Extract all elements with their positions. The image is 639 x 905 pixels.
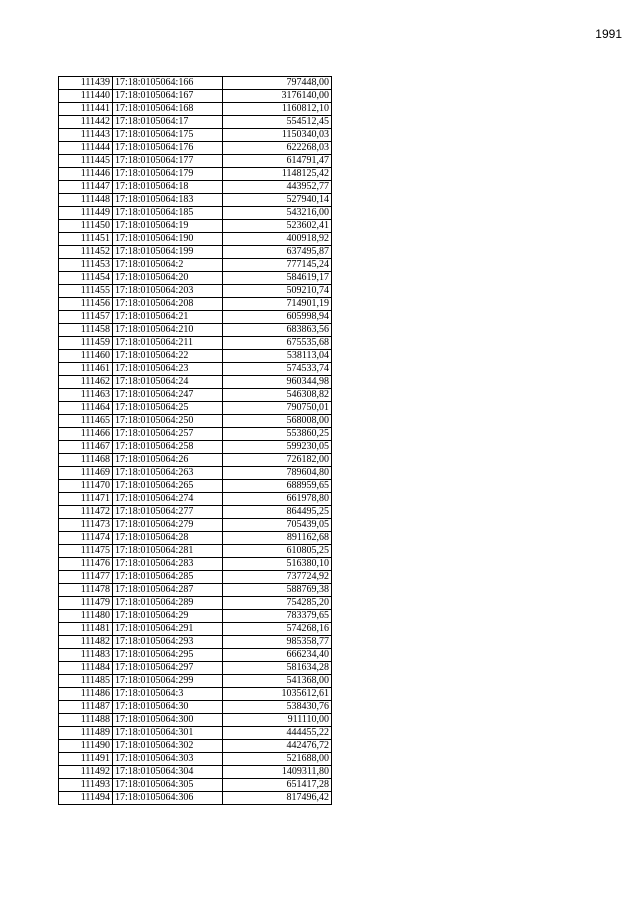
row-number-cell: 111471: [59, 493, 113, 506]
cadastral-number-cell: 17:18:0105064:258: [113, 441, 223, 454]
cadastral-value-cell: 443952,77: [223, 181, 332, 194]
table-row: [59, 779, 332, 792]
cadastral-number-cell: 17:18:0105064:208: [113, 298, 223, 311]
row-number-cell: 111459: [59, 337, 113, 350]
cadastral-number-cell: 17:18:0105064:305: [113, 779, 223, 792]
table-row: [59, 311, 332, 324]
table-row: [59, 363, 332, 376]
row-number-cell: 111468: [59, 454, 113, 467]
table-row: [59, 77, 332, 90]
cadastral-value-cell: 797448,00: [223, 77, 332, 90]
cadastral-value-cell: 1035612,61: [223, 688, 332, 701]
cadastral-number-cell: 17:18:0105064:25: [113, 402, 223, 415]
table-row: [59, 246, 332, 259]
cadastral-value-cell: 737724,92: [223, 571, 332, 584]
row-number-cell: 111490: [59, 740, 113, 753]
row-number-cell: 111491: [59, 753, 113, 766]
table-row: [59, 558, 332, 571]
row-number-cell: 111465: [59, 415, 113, 428]
table-row: [59, 298, 332, 311]
table-row: [59, 142, 332, 155]
row-number-cell: 111447: [59, 181, 113, 194]
row-number-cell: 111439: [59, 77, 113, 90]
cadastral-number-cell: 17:18:0105064:303: [113, 753, 223, 766]
cadastral-value-cell: 610805,25: [223, 545, 332, 558]
cadastral-number-cell: 17:18:0105064:177: [113, 155, 223, 168]
row-number-cell: 111470: [59, 480, 113, 493]
row-number-cell: 111472: [59, 506, 113, 519]
row-number-cell: 111457: [59, 311, 113, 324]
cadastral-value-cell: 605998,94: [223, 311, 332, 324]
cadastral-number-cell: 17:18:0105064:2: [113, 259, 223, 272]
row-number-cell: 111442: [59, 116, 113, 129]
table-row: [59, 168, 332, 181]
table-row: [59, 285, 332, 298]
cadastral-value-cell: 622268,03: [223, 142, 332, 155]
row-number-cell: 111477: [59, 571, 113, 584]
row-number-cell: 111481: [59, 623, 113, 636]
cadastral-number-cell: 17:18:0105064:23: [113, 363, 223, 376]
table-row: [59, 649, 332, 662]
row-number-cell: 111462: [59, 376, 113, 389]
row-number-cell: 111469: [59, 467, 113, 480]
table-row: [59, 454, 332, 467]
cadastral-value-cell: 444455,22: [223, 727, 332, 740]
cadastral-value-cell: 754285,20: [223, 597, 332, 610]
cadastral-value-cell: 1150340,03: [223, 129, 332, 142]
table-row: [59, 766, 332, 779]
page-number: 1991: [595, 27, 622, 41]
cadastral-number-cell: 17:18:0105064:176: [113, 142, 223, 155]
cadastral-value-cell: 509210,74: [223, 285, 332, 298]
table-row: [59, 233, 332, 246]
table-row: [59, 376, 332, 389]
cadastral-value-cell: 400918,92: [223, 233, 332, 246]
cadastral-value-cell: 777145,24: [223, 259, 332, 272]
table-row: [59, 194, 332, 207]
cadastral-value-cell: 516380,10: [223, 558, 332, 571]
cadastral-value-cell: 651417,28: [223, 779, 332, 792]
cadastral-value-cell: 614791,47: [223, 155, 332, 168]
row-number-cell: 111486: [59, 688, 113, 701]
cadastral-number-cell: 17:18:0105064:211: [113, 337, 223, 350]
table-row: [59, 259, 332, 272]
cadastral-number-cell: 17:18:0105064:18: [113, 181, 223, 194]
row-number-cell: 111494: [59, 792, 113, 805]
row-number-cell: 111455: [59, 285, 113, 298]
table-row: [59, 727, 332, 740]
cadastral-value-cell: 3176140,00: [223, 90, 332, 103]
cadastral-value-cell: 568008,00: [223, 415, 332, 428]
cadastral-number-cell: 17:18:0105064:21: [113, 311, 223, 324]
table-row: [59, 532, 332, 545]
row-number-cell: 111485: [59, 675, 113, 688]
cadastral-number-cell: 17:18:0105064:283: [113, 558, 223, 571]
cadastral-number-cell: 17:18:0105064:250: [113, 415, 223, 428]
cadastral-value-cell: 588769,38: [223, 584, 332, 597]
cadastral-value-cell: 574533,74: [223, 363, 332, 376]
row-number-cell: 111476: [59, 558, 113, 571]
cadastral-value-cell: 521688,00: [223, 753, 332, 766]
table-row: [59, 597, 332, 610]
row-number-cell: 111479: [59, 597, 113, 610]
row-number-cell: 111483: [59, 649, 113, 662]
table-row: [59, 480, 332, 493]
cadastral-value-cell: 599230,05: [223, 441, 332, 454]
cadastral-number-cell: 17:18:0105064:210: [113, 324, 223, 337]
table-row: [59, 545, 332, 558]
cadastral-value-cell: 726182,00: [223, 454, 332, 467]
cadastral-number-cell: 17:18:0105064:302: [113, 740, 223, 753]
cadastral-value-cell: 985358,77: [223, 636, 332, 649]
row-number-cell: 111440: [59, 90, 113, 103]
cadastral-number-cell: 17:18:0105064:297: [113, 662, 223, 675]
cadastral-number-cell: 17:18:0105064:168: [113, 103, 223, 116]
cadastral-number-cell: 17:18:0105064:203: [113, 285, 223, 298]
row-number-cell: 111484: [59, 662, 113, 675]
row-number-cell: 111443: [59, 129, 113, 142]
table-row: [59, 740, 332, 753]
row-number-cell: 111461: [59, 363, 113, 376]
row-number-cell: 111460: [59, 350, 113, 363]
row-number-cell: 111482: [59, 636, 113, 649]
table-row: [59, 584, 332, 597]
cadastral-number-cell: 17:18:0105064:306: [113, 792, 223, 805]
cadastral-number-cell: 17:18:0105064:263: [113, 467, 223, 480]
table-row: [59, 389, 332, 402]
row-number-cell: 111446: [59, 168, 113, 181]
cadastral-value-cell: 783379,65: [223, 610, 332, 623]
row-number-cell: 111463: [59, 389, 113, 402]
cadastral-number-cell: 17:18:0105064:30: [113, 701, 223, 714]
cadastral-value-cell: 675535,68: [223, 337, 332, 350]
cadastral-number-cell: 17:18:0105064:257: [113, 428, 223, 441]
cadastral-value-cell: 1160812,10: [223, 103, 332, 116]
table-row: [59, 103, 332, 116]
cadastral-value-cell: 790750,01: [223, 402, 332, 415]
cadastral-number-cell: 17:18:0105064:20: [113, 272, 223, 285]
table-row: [59, 129, 332, 142]
table-row: [59, 90, 332, 103]
table-row: [59, 324, 332, 337]
row-number-cell: 111458: [59, 324, 113, 337]
cadastral-number-cell: 17:18:0105064:265: [113, 480, 223, 493]
cadastral-value-cell: 864495,25: [223, 506, 332, 519]
cadastral-value-cell: 1148125,42: [223, 168, 332, 181]
row-number-cell: 111488: [59, 714, 113, 727]
row-number-cell: 111453: [59, 259, 113, 272]
cadastral-value-cell: 538113,04: [223, 350, 332, 363]
table-row: [59, 467, 332, 480]
table-row: [59, 753, 332, 766]
cadastral-number-cell: 17:18:0105064:295: [113, 649, 223, 662]
table-body: [59, 77, 332, 805]
cadastral-number-cell: 17:18:0105064:19: [113, 220, 223, 233]
table-row: [59, 701, 332, 714]
cadastral-number-cell: 17:18:0105064:293: [113, 636, 223, 649]
cadastral-number-cell: 17:18:0105064:3: [113, 688, 223, 701]
cadastral-value-cell: 688959,65: [223, 480, 332, 493]
cadastral-value-cell: 911110,00: [223, 714, 332, 727]
row-number-cell: 111464: [59, 402, 113, 415]
cadastral-value-cell: 789604,80: [223, 467, 332, 480]
cadastral-value-cell: 538430,76: [223, 701, 332, 714]
row-number-cell: 111489: [59, 727, 113, 740]
table-row: [59, 350, 332, 363]
table-row: [59, 519, 332, 532]
row-number-cell: 111444: [59, 142, 113, 155]
cadastral-number-cell: 17:18:0105064:285: [113, 571, 223, 584]
table-row: [59, 571, 332, 584]
table-row: [59, 688, 332, 701]
cadastral-number-cell: 17:18:0105064:28: [113, 532, 223, 545]
table-row: [59, 272, 332, 285]
table-row: [59, 181, 332, 194]
table-row: [59, 610, 332, 623]
cadastral-number-cell: 17:18:0105064:17: [113, 116, 223, 129]
table-row: [59, 220, 332, 233]
cadastral-number-cell: 17:18:0105064:289: [113, 597, 223, 610]
table-row: [59, 415, 332, 428]
cadastral-number-cell: 17:18:0105064:287: [113, 584, 223, 597]
row-number-cell: 111451: [59, 233, 113, 246]
cadastral-number-cell: 17:18:0105064:279: [113, 519, 223, 532]
cadastral-number-cell: 17:18:0105064:199: [113, 246, 223, 259]
cadastral-number-cell: 17:18:0105064:304: [113, 766, 223, 779]
cadastral-number-cell: 17:18:0105064:185: [113, 207, 223, 220]
cadastral-value-cell: 666234,40: [223, 649, 332, 662]
row-number-cell: 111480: [59, 610, 113, 623]
table-row: [59, 493, 332, 506]
row-number-cell: 111492: [59, 766, 113, 779]
cadastral-number-cell: 17:18:0105064:29: [113, 610, 223, 623]
cadastral-number-cell: 17:18:0105064:26: [113, 454, 223, 467]
row-number-cell: 111466: [59, 428, 113, 441]
cadastral-value-cell: 637495,87: [223, 246, 332, 259]
row-number-cell: 111452: [59, 246, 113, 259]
row-number-cell: 111448: [59, 194, 113, 207]
row-number-cell: 111449: [59, 207, 113, 220]
cadastral-value-cell: 553860,25: [223, 428, 332, 441]
table-row: [59, 623, 332, 636]
cadastral-value-cell: 546308,82: [223, 389, 332, 402]
row-number-cell: 111493: [59, 779, 113, 792]
table-row: [59, 441, 332, 454]
cadastral-value-cell: 705439,05: [223, 519, 332, 532]
row-number-cell: 111450: [59, 220, 113, 233]
row-number-cell: 111475: [59, 545, 113, 558]
cadastral-number-cell: 17:18:0105064:299: [113, 675, 223, 688]
table-row: [59, 675, 332, 688]
row-number-cell: 111456: [59, 298, 113, 311]
table-row: [59, 402, 332, 415]
cadastral-number-cell: 17:18:0105064:166: [113, 77, 223, 90]
row-number-cell: 111441: [59, 103, 113, 116]
table-row: [59, 506, 332, 519]
cadastral-number-cell: 17:18:0105064:175: [113, 129, 223, 142]
cadastral-number-cell: 17:18:0105064:301: [113, 727, 223, 740]
table-row: [59, 155, 332, 168]
cadastral-number-cell: 17:18:0105064:300: [113, 714, 223, 727]
cadastral-value-cell: 543216,00: [223, 207, 332, 220]
cadastral-value-cell: 574268,16: [223, 623, 332, 636]
row-number-cell: 111474: [59, 532, 113, 545]
cadastral-number-cell: 17:18:0105064:24: [113, 376, 223, 389]
row-number-cell: 111478: [59, 584, 113, 597]
cadastral-value-cell: 584619,17: [223, 272, 332, 285]
cadastral-value-cell: 527940,14: [223, 194, 332, 207]
table-row: [59, 116, 332, 129]
table-row: [59, 792, 332, 805]
cadastral-value-cell: 581634,28: [223, 662, 332, 675]
cadastral-number-cell: 17:18:0105064:274: [113, 493, 223, 506]
cadastral-number-cell: 17:18:0105064:291: [113, 623, 223, 636]
cadastral-value-cell: 661978,80: [223, 493, 332, 506]
row-number-cell: 111487: [59, 701, 113, 714]
cadastral-value-cell: 554512,45: [223, 116, 332, 129]
table-row: [59, 207, 332, 220]
cadastral-value-table: [58, 76, 332, 805]
row-number-cell: 111445: [59, 155, 113, 168]
cadastral-value-cell: 442476,72: [223, 740, 332, 753]
cadastral-value-cell: 1409311,80: [223, 766, 332, 779]
row-number-cell: 111473: [59, 519, 113, 532]
table-row: [59, 662, 332, 675]
cadastral-number-cell: 17:18:0105064:247: [113, 389, 223, 402]
row-number-cell: 111467: [59, 441, 113, 454]
table-row: [59, 428, 332, 441]
cadastral-value-cell: 714901,19: [223, 298, 332, 311]
cadastral-number-cell: 17:18:0105064:281: [113, 545, 223, 558]
cadastral-number-cell: 17:18:0105064:183: [113, 194, 223, 207]
cadastral-number-cell: 17:18:0105064:22: [113, 350, 223, 363]
cadastral-number-cell: 17:18:0105064:190: [113, 233, 223, 246]
cadastral-value-cell: 541368,00: [223, 675, 332, 688]
cadastral-value-cell: 523602,41: [223, 220, 332, 233]
table-row: [59, 337, 332, 350]
table-row: [59, 714, 332, 727]
cadastral-number-cell: 17:18:0105064:277: [113, 506, 223, 519]
cadastral-number-cell: 17:18:0105064:179: [113, 168, 223, 181]
cadastral-number-cell: 17:18:0105064:167: [113, 90, 223, 103]
cadastral-value-cell: 683863,56: [223, 324, 332, 337]
cadastral-value-cell: 960344,98: [223, 376, 332, 389]
row-number-cell: 111454: [59, 272, 113, 285]
table-row: [59, 636, 332, 649]
cadastral-value-cell: 817496,42: [223, 792, 332, 805]
cadastral-value-cell: 891162,68: [223, 532, 332, 545]
